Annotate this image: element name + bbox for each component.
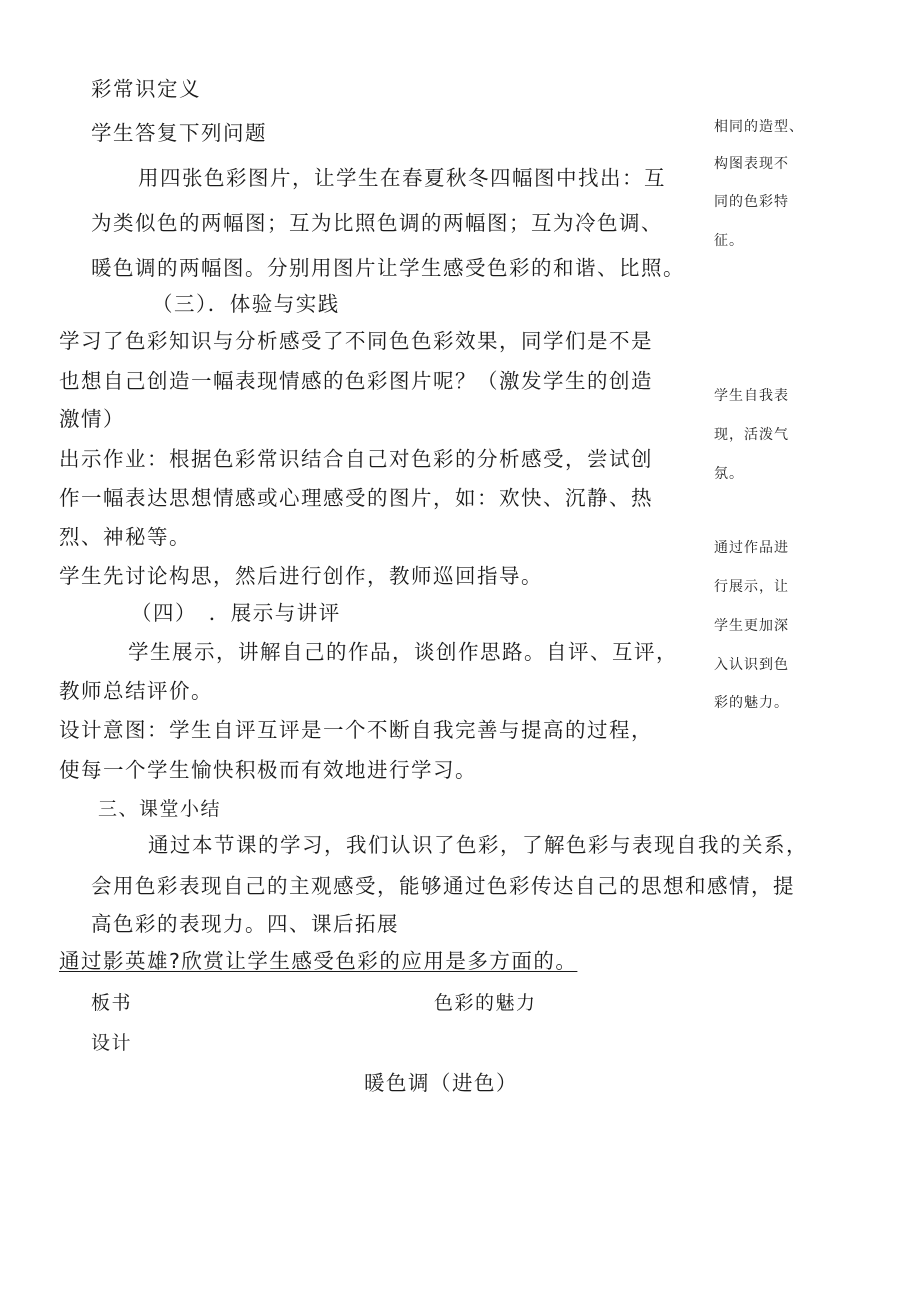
board-item: 暖色调（进色） xyxy=(364,1071,518,1095)
note-line: 彩的魅力。 xyxy=(714,695,789,711)
section-heading: （四） ．展示与讲评 xyxy=(131,601,341,625)
board-label: 设计 xyxy=(91,1032,133,1054)
text-line: 用四张色彩图片，让学生在春夏秋冬四幅图中找出：互 xyxy=(138,166,666,190)
text-line: 会用色彩表现自己的主观感受，能够通过色彩传达自己的思想和感情，提 xyxy=(91,874,795,898)
note-line: 氛。 xyxy=(714,466,744,482)
note-line: 同的色彩特 xyxy=(714,194,789,210)
note-line: 学生自我表 xyxy=(714,388,789,404)
note-line: 入认识到色 xyxy=(714,657,789,673)
note-line: 学生更加深 xyxy=(714,618,789,634)
text-line: 学生展示，讲解自己的作品，谈创作思路。自评、互评， xyxy=(128,640,678,664)
text-line: 高色彩的表现力。四、课后拓展 xyxy=(91,912,399,936)
note-line: 通过作品进 xyxy=(714,540,789,556)
text-line: 激情） xyxy=(59,407,125,431)
note-line: 现，活泼气 xyxy=(714,427,789,443)
board-label: 板书 xyxy=(91,992,133,1014)
board-title: 色彩的魅力 xyxy=(434,992,537,1014)
text-line: 教师总结评价。 xyxy=(59,679,213,703)
text-line: 设计意图：学生自评互评是一个不断自我完善与提高的过程， xyxy=(59,718,653,742)
text-line: 出示作业：根据色彩常识结合自己对色彩的分析感受，尝试创 xyxy=(59,447,653,471)
text-line-underlined: 通过影英雄?欣赏让学生感受色彩的应用是多方面的。 xyxy=(59,949,578,973)
text-line: 彩常识定义 xyxy=(91,77,201,101)
text-line: 烈、神秘等。 xyxy=(59,525,191,549)
note-line: 构图表现不 xyxy=(714,156,789,172)
text-line: 通过本节课的学习，我们认识了色彩，了解色彩与表现自我的关系， xyxy=(148,833,808,857)
text-line: 学生答复下列问题 xyxy=(91,121,267,145)
text-line: 使每一个学生愉快积极而有效地进行学习。 xyxy=(59,758,477,782)
note-line: 行展示，让 xyxy=(714,579,789,595)
text-line: 为类似色的两幅图；互为比照色调的两幅图；互为冷色调、 xyxy=(91,211,663,235)
text-line: 学习了色彩知识与分析感受了不同色色彩效果，同学们是不是 xyxy=(59,329,653,353)
text-line: 作一幅表达思想情感或心理感受的图片，如：欢快、沉静、热 xyxy=(59,486,653,510)
section-heading: 三、课堂小结 xyxy=(98,798,222,820)
text-line: 也想自己创造一幅表现情感的色彩图片呢？（激发学生的创造 xyxy=(59,369,653,393)
note-line: 征。 xyxy=(714,233,744,249)
text-line: 暖色调的两幅图。分别用图片让学生感受色彩的和谐、比照。 xyxy=(91,256,685,280)
section-heading: （三）．体验与实践 xyxy=(152,292,340,316)
note-line: 相同的造型、 xyxy=(714,119,804,135)
text-line: 学生先讨论构思，然后进行创作，教师巡回指导。 xyxy=(59,564,543,588)
